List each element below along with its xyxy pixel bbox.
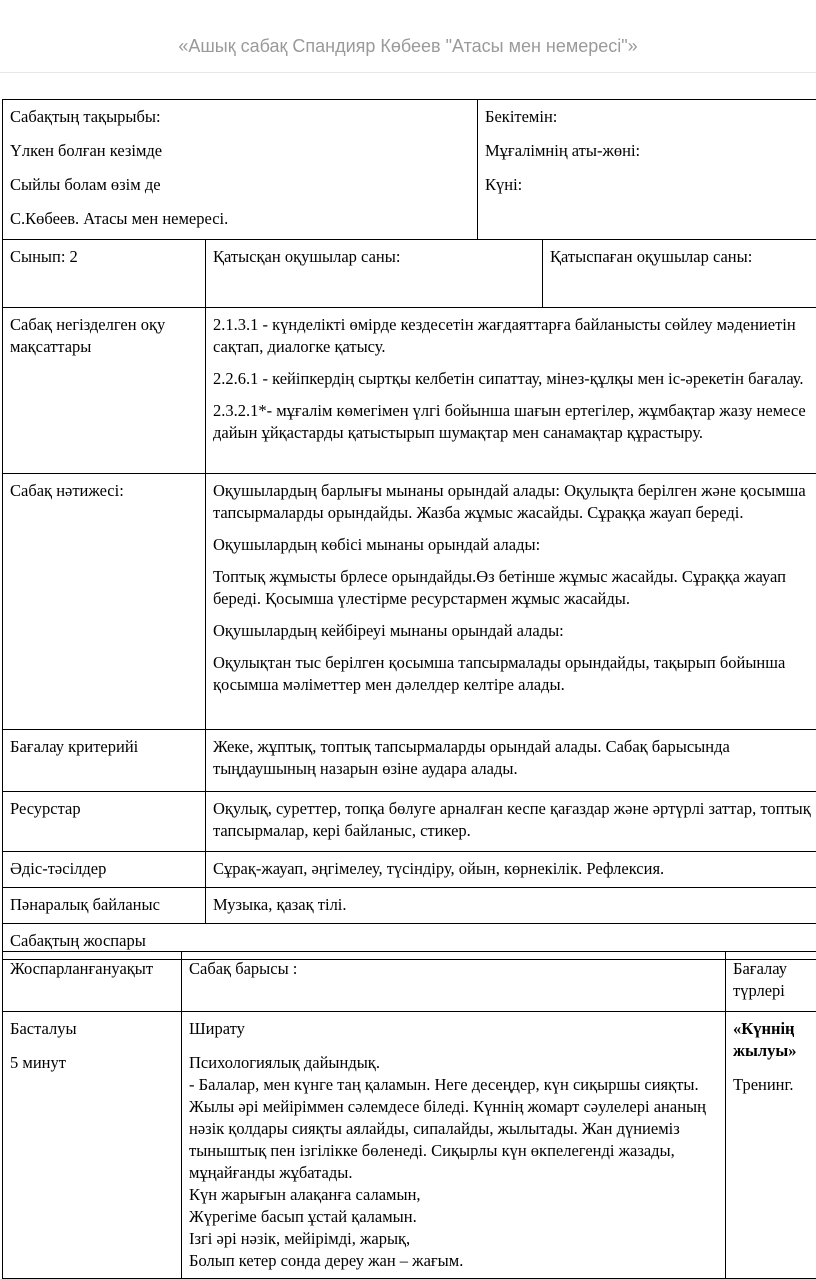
methods-label: Әдіс-тәсілдер <box>3 852 206 888</box>
plan-duration: 5 минут <box>10 1052 176 1074</box>
plan-header-process: Сабақ барысы : <box>182 952 726 1012</box>
plan-content-cell <box>182 1012 726 1279</box>
resources-label: Ресурстар <box>3 792 206 852</box>
result-paragraph: Оқулықтан тыс берілген қосымша тапсырмалады орындайды, тақырып бойынша қосымша мәліметтер мен дәлелдер келтіре алады. <box>213 652 813 696</box>
goal-item: 2.1.3.1 - күнделікті өмірде кездесетін жағдаяттарға байланысты сөйлеу мәдениетін сақтап, диалогке қатысу. <box>213 314 813 358</box>
goals-row <box>3 308 816 474</box>
approved-label: Бекітемін: <box>485 106 813 128</box>
plan-stage: Басталуы <box>10 1018 176 1040</box>
methods-row <box>3 852 816 888</box>
plan-header-assessment: Бағалау түрлері <box>726 952 816 1012</box>
approval-cell <box>478 100 816 240</box>
plan-content-line: Ізгі әрі нәзік, мейірімді, жарық, <box>189 1228 720 1250</box>
goal-item: 2.3.2.1*- мұғалім көмегімен үлгі бойынша шағын ертегілер, жұмбақтар жазу немесе дайын ұйқастарды қатыстырып шумақтар мен санамақтар құрастыру. <box>213 400 813 444</box>
teacher-label: Мұғалімнің аты-жөні: <box>485 140 813 162</box>
topic-cell <box>3 100 478 240</box>
plan-content-line: - Балалар, мен күнге таң қаламын. Неге десеңдер, күн сиқыршы сияқты. Жылы әрі мейіріммен сәлемдесе біледі. Күннің жомарт сәулелері ананың нәзік қолдары сияқты аялайды, сипалайды, жылытады. Жан дүниеміз тыныштық пен ізгілікке бөленеді. Сиқырлы күн өкпелегенді жазады, мұңайғанды жұбатады. <box>189 1074 720 1184</box>
goals-label: Сабақ негізделген оқу мақсаттары <box>3 308 206 474</box>
topic-label: Сабақтың тақырыбы: <box>10 106 472 128</box>
results-label: Сабақ нәтижесі: <box>3 474 206 730</box>
result-paragraph: Топтық жұмысты брлесе орындайды.Өз бетінше жұмыс жасайды. Сұраққа жауап береді. Қосымша үлестірме ресурстармен жұмыс жасайды. <box>213 566 813 610</box>
plan-row <box>3 1012 816 1279</box>
results-cell <box>206 474 816 730</box>
plan-table <box>2 951 816 1279</box>
assessment-type: Тренинг. <box>733 1074 813 1096</box>
header-row <box>3 100 816 240</box>
resources-row <box>3 792 816 852</box>
criteria-label: Бағалау критерийі <box>3 730 206 792</box>
page-title: «Ашық сабақ Спандияр Көбеев "Атасы мен немересі"» <box>0 36 816 57</box>
title-divider <box>0 72 816 73</box>
criteria-text: Жеке, жұптық, топтық тапсырмаларды орындай алады. Сабақ барысында тыңдаушының назарын өзіне аудара алады. <box>206 730 816 792</box>
links-text: Музыка, қазақ тілі. <box>206 888 816 924</box>
result-paragraph: Оқушылардың кейбіреуі мынаны орындай алады: <box>213 620 813 642</box>
methods-text: Сұрақ-жауап, әңгімелеу, түсіндіру, ойын, көрнекілік. Рефлексия. <box>206 852 816 888</box>
plan-content-subtitle: Психологиялық дайындық. <box>189 1052 720 1074</box>
plan-header-row <box>3 952 816 1012</box>
plan-content-line: Болып кетер сонда дереу жан – жағым. <box>189 1250 720 1272</box>
goal-item: 2.2.6.1 - кейіпкердің сыртқы келбетін сипаттау, мінез-құлқы мен іс-әрекетін бағалау. <box>213 368 813 390</box>
criteria-row <box>3 730 816 792</box>
plan-header-time: Жоспарланғануақыт <box>3 952 182 1012</box>
plan-content-title: Ширату <box>189 1018 720 1040</box>
result-paragraph: Оқушылардың барлығы мынаны орындай алады: Оқулықта берілген және қосымша тапсырмаларды орындайды. Жазба жұмыс жасайды. Сұраққа жауап береді. <box>213 480 813 524</box>
absent-cell: Қатыспаған оқушылар саны: <box>543 240 816 308</box>
result-paragraph: Оқушылардың көбісі мынаны орындай алады: <box>213 534 813 556</box>
grade-cell: Сынып: 2 <box>3 240 206 308</box>
assessment-title: «Күннің жылуы» <box>733 1018 813 1062</box>
class-row <box>3 240 816 308</box>
plan-content-line: Күн жарығын алақанға саламын, <box>189 1184 720 1206</box>
links-row <box>3 888 816 924</box>
results-row <box>3 474 816 730</box>
present-cell: Қатысқан оқушылар саны: <box>206 240 543 308</box>
goals-cell <box>206 308 816 474</box>
links-label: Пәнаралық байланыс <box>3 888 206 924</box>
topic-line-3: С.Көбеев. Атасы мен немересі. <box>10 208 472 230</box>
topic-line-2: Сыйлы болам өзім де <box>10 174 472 196</box>
date-label: Күні: <box>485 174 813 196</box>
lesson-plan-table <box>2 99 816 960</box>
plan-content-line: Жүрегіме басып ұстай қаламын. <box>189 1206 720 1228</box>
plan-stage-cell <box>3 1012 182 1279</box>
plan-assessment-cell <box>726 1012 816 1279</box>
resources-text: Оқулық, суреттер, топқа бөлуге арналған кеспе қағаздар және әртүрлі заттар, топтық тапсырмалар, кері байланыс, стикер. <box>206 792 816 852</box>
plan-title: Сабақтың жоспары <box>3 924 816 960</box>
topic-line-1: Үлкен болған кезімде <box>10 140 472 162</box>
